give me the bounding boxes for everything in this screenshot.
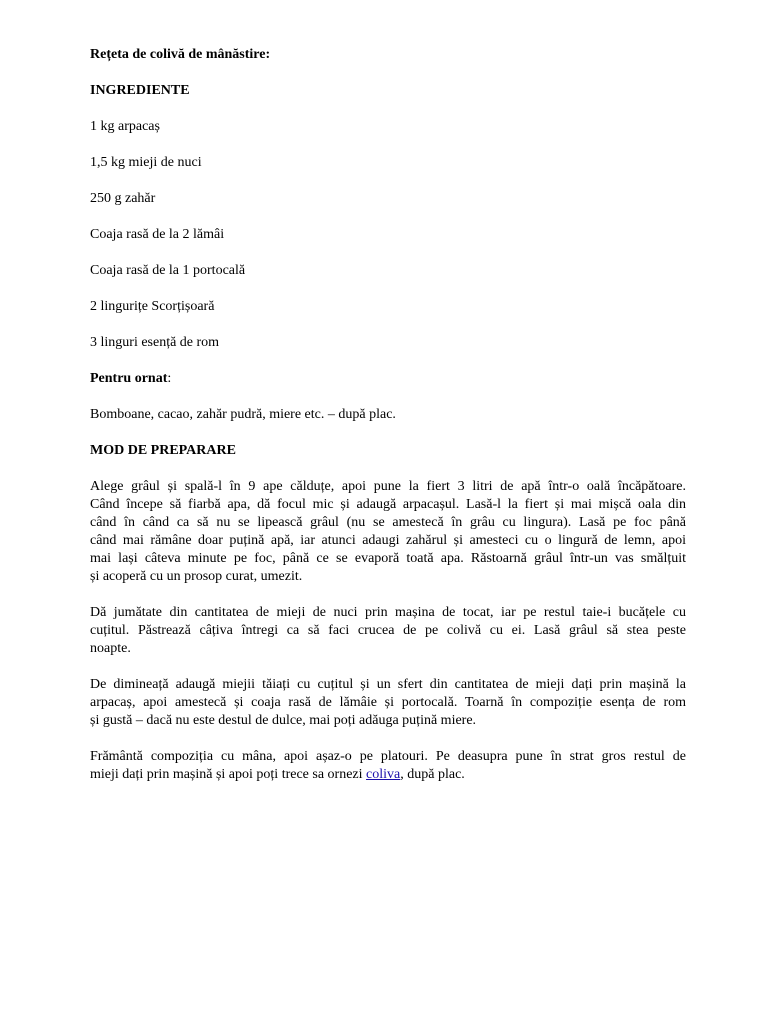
paragraph-line: și gustă – dacă nu este destul de dulce, mai poți adăuga puțină miere. <box>90 713 477 728</box>
garnish-label: Pentru ornat <box>90 371 168 386</box>
recipe-title: Rețeta de colivă de mânăstire: <box>90 47 271 62</box>
garnish-label-line <box>90 370 171 388</box>
paragraph-line <box>90 766 686 784</box>
paragraph-line: și acoperă cu un prosop curat, umezit. <box>90 569 303 584</box>
paragraph-line: Alege grâul și spală-l în 9 ape călduțe, apoi pune la fiert 3 litri de apă într-o oală încăpătoare. <box>90 479 686 494</box>
ingredient-item: Coaja rasă de la 2 lămâi <box>90 227 225 242</box>
ingredients-heading: INGREDIENTE <box>90 83 190 98</box>
garnish-text: Bomboane, cacao, zahăr pudră, miere etc. – după plac. <box>90 407 396 422</box>
method-paragraph-1 <box>90 478 686 586</box>
paragraph-line: Dă jumătate din cantitatea de mieji de nuci prin mașina de tocat, iar pe restul taie-i bucățele cu <box>90 605 686 620</box>
method-heading: MOD DE PREPARARE <box>90 443 236 458</box>
ingredient-item: 1 kg arpacaș <box>90 119 160 134</box>
method-paragraph-3 <box>90 676 686 730</box>
paragraph-text: , după plac. <box>400 767 465 782</box>
paragraph-line: când mai rămâne doar puțină apă, iar atunci adaugi zahărul și amesteci cu o lingură de lemn, apoi <box>90 533 686 548</box>
paragraph-line: Când începe să fiarbă apa, dă focul mic și adaugă arpacașul. Lasă-l la fiert și mai mișcă oala din <box>90 497 686 512</box>
paragraph-line: mai lași câteva minute pe foc, până ce se evaporă toată apa. Răstoarnă grâul într-un vas smălțuit <box>90 551 686 566</box>
paragraph-line: De dimineață adaugă miejii tăiați cu cuțitul și un sfert din cantitatea de mieji dați prin mașină la <box>90 677 686 692</box>
ingredient-item: 2 lingurițe Scorțișoară <box>90 299 215 314</box>
ingredient-item: 250 g zahăr <box>90 191 156 206</box>
method-paragraph-2 <box>90 604 686 658</box>
ingredient-item: Coaja rasă de la 1 portocală <box>90 263 246 278</box>
coliva-link[interactable]: coliva <box>366 767 401 782</box>
ingredient-item: 1,5 kg mieji de nuci <box>90 155 202 170</box>
paragraph-line: Frământă compoziția cu mâna, apoi așaz-o pe platouri. Pe deasupra pune în strat gros restul de <box>90 749 686 764</box>
garnish-colon: : <box>167 371 172 386</box>
paragraph-line: noapte. <box>90 641 131 656</box>
paragraph-line: cuțitul. Păstrează câțiva întregi ca să faci crucea de pe colivă cu ei. Lasă grâul să stea peste <box>90 623 686 638</box>
paragraph-text: mieji dați prin mașină și apoi poți trece sa ornezi <box>90 767 367 782</box>
method-paragraph-4 <box>90 748 686 784</box>
paragraph-line: arpacaș, apoi amestecă și coaja rasă de lămâie și portocală. Toarnă în compoziție esența de rom <box>90 695 686 710</box>
paragraph-line: când în când ca să nu se lipească grâul (nu se amestecă în grâu cu lingura). Lasă pe foc până <box>90 515 686 530</box>
ingredient-item: 3 linguri esență de rom <box>90 335 220 350</box>
